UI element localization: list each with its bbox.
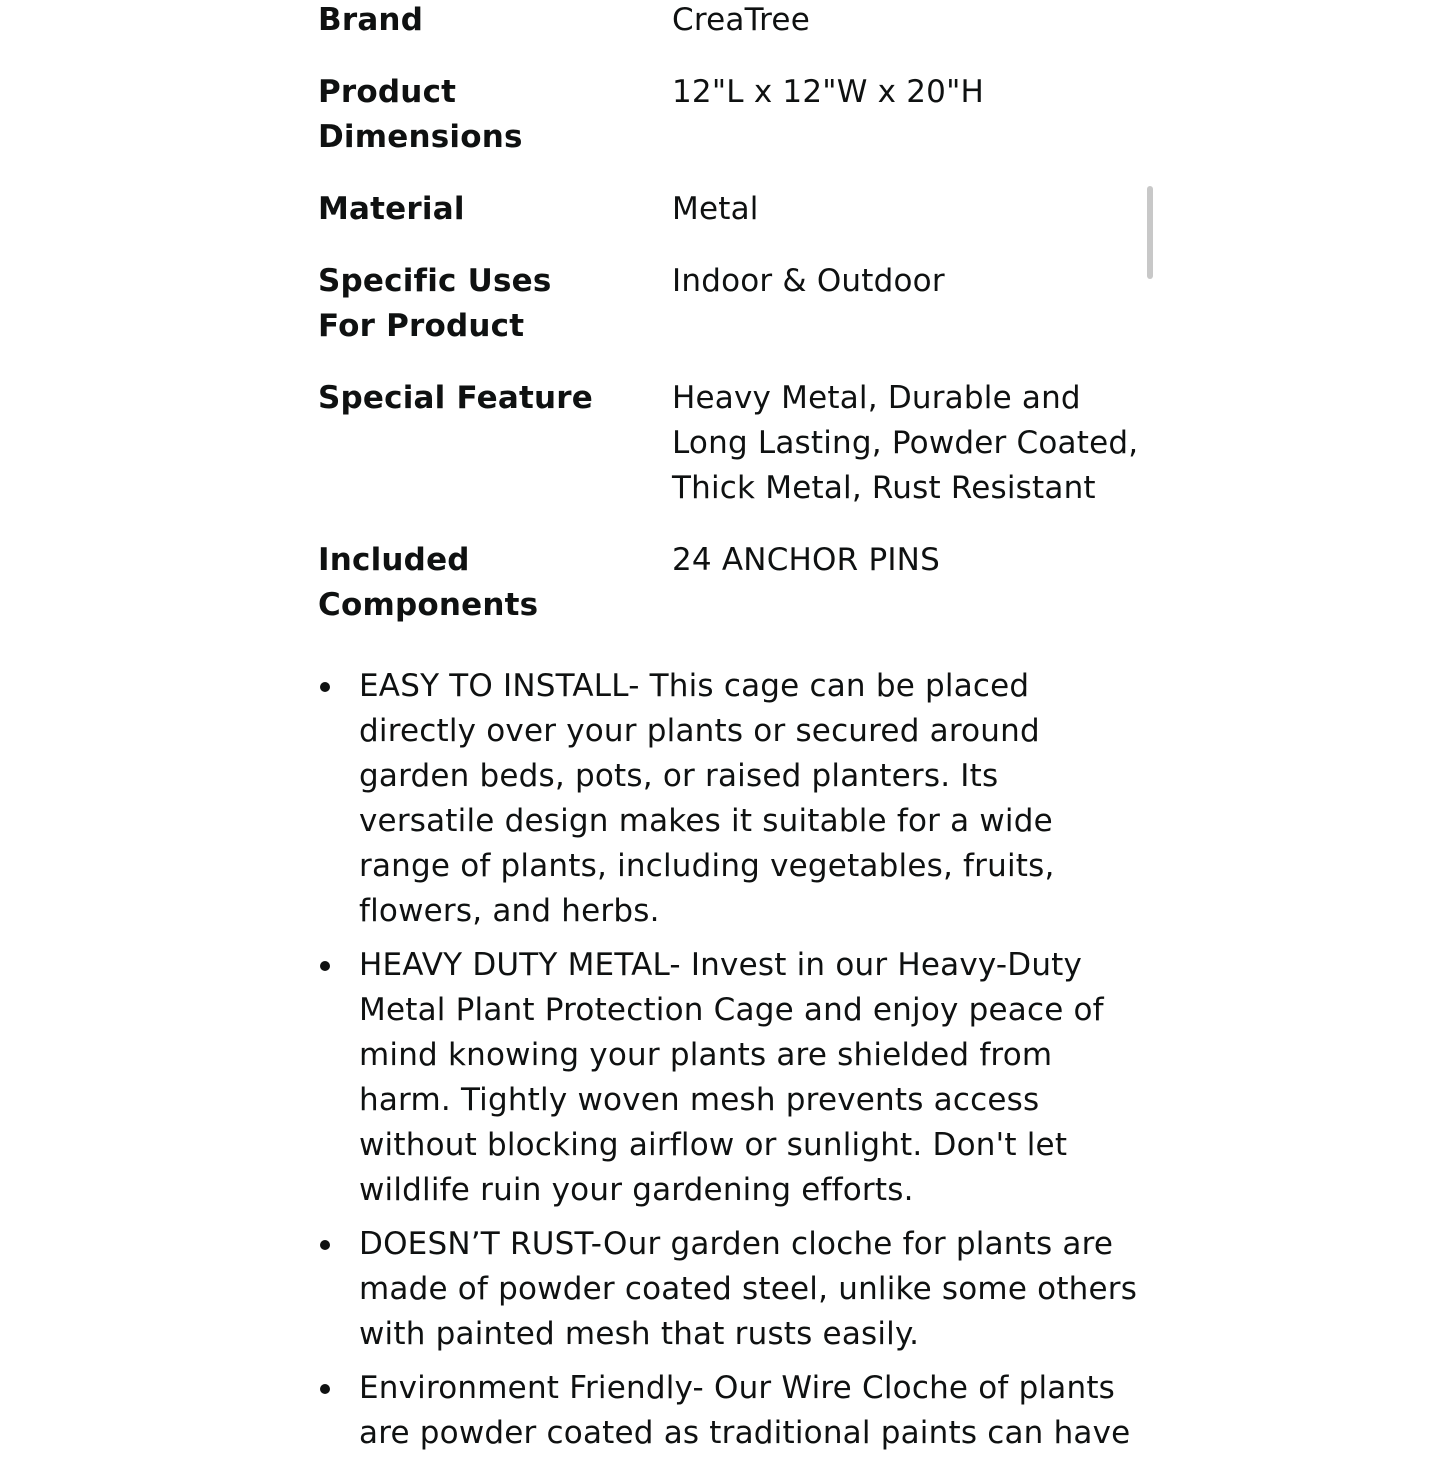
spec-value: 12"L x 12"W x 20"H [672, 74, 985, 110]
bullet-dot-icon [320, 1384, 330, 1394]
spec-value: 24 ANCHOR PINS [672, 542, 940, 578]
spec-label: Special Feature [318, 380, 593, 416]
scrollbar-thumb[interactable] [1147, 186, 1153, 279]
bullet-text: EASY TO INSTALL- This cage can be placed directly over your plants or secured around garden beds, pots, or raised planters. Its versatile design makes it suitable for a wide range of plants, including vegetables, fruits, flowers, and herbs. [359, 668, 1055, 929]
bullet-text: HEAVY DUTY METAL- Invest in our Heavy-Duty Metal Plant Protection Cage and enjoy peace of mind knowing your plants are shielded from harm. Tightly woven mesh prevents access without blocking airflow or sunlight. Don't let wildlife ruin your gardening efforts. [359, 947, 1104, 1208]
spec-value: Heavy Metal, Durable and Long Lasting, Powder Coated, Thick Metal, Rust Resistant [672, 380, 1139, 506]
spec-value: Metal [672, 191, 759, 227]
list-item [318, 1222, 1138, 1357]
spec-value: CreaTree [672, 2, 810, 38]
list-item [318, 1366, 1138, 1456]
bullet-dot-icon [320, 682, 330, 692]
bullet-dot-icon [320, 961, 330, 971]
spec-label: Product Dimensions [318, 74, 523, 155]
spec-label: Specific Uses For Product [318, 263, 552, 344]
spec-label: Brand [318, 2, 424, 38]
bullet-text: DOESN’T RUST-Our garden cloche for plants are made of powder coated steel, unlike some others with painted mesh that rusts easily. [359, 1226, 1138, 1352]
bullet-text: Environment Friendly- Our Wire Cloche of plants are powder coated as traditional paints can have [359, 1370, 1131, 1451]
list-item [318, 943, 1138, 1213]
feature-bullet-list [318, 664, 1138, 1465]
bullet-dot-icon [320, 1240, 330, 1250]
list-item [318, 664, 1138, 934]
spec-label: Material [318, 191, 465, 227]
spec-label: Included Components [318, 542, 539, 623]
spec-value: Indoor & Outdoor [672, 263, 945, 299]
